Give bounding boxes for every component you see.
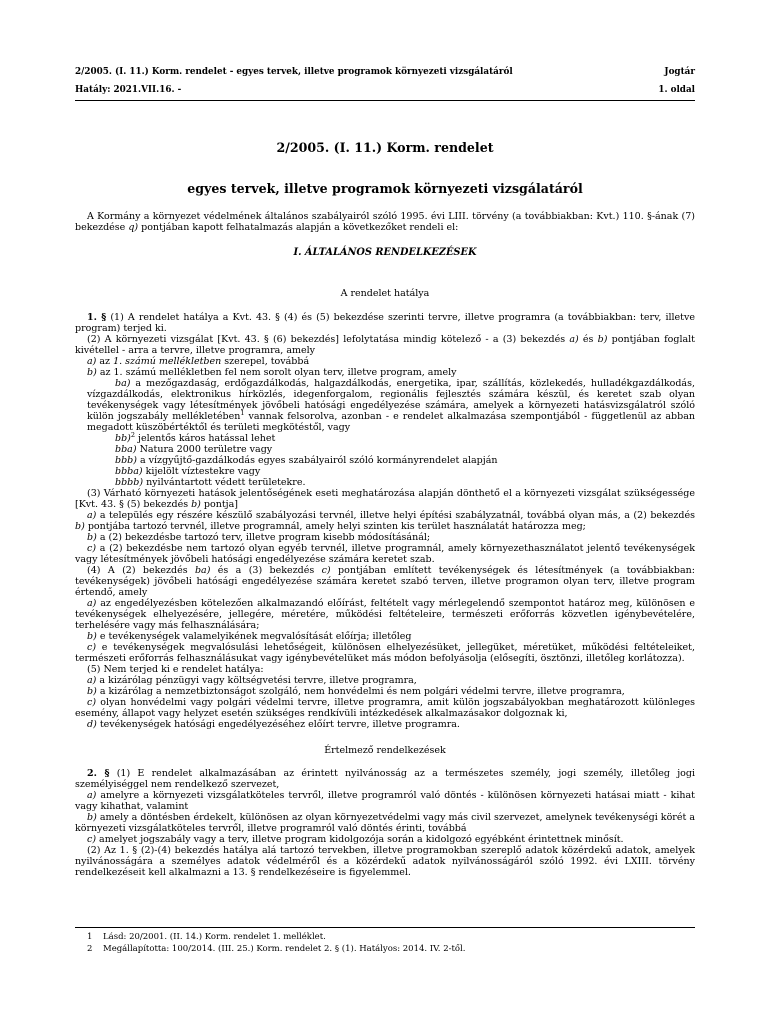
- subpoint: [87, 378, 695, 433]
- paragraph: [75, 812, 695, 834]
- subpoint: [87, 430, 695, 444]
- section-number: 2. §: [87, 768, 110, 779]
- text-run: (1) E rendelet alkalmazásában az érintett nyilvánosság az a természetes személy, jogi személy, illetőleg jogi személyiséggel nem rendelkező szervezet,: [75, 768, 695, 790]
- italic-reference: bba): [115, 443, 137, 455]
- text-run: I. ÁLTALÁNOS RENDELKEZÉSEK: [293, 247, 477, 258]
- text-run: e tevékenységek valamelyikének megvalósítását előírja; illetőleg: [96, 630, 412, 642]
- italic-reference: c): [87, 834, 97, 845]
- text-run: a kizárólag pénzügyi vagy költségvetési tervre, illetve programra,: [96, 674, 417, 686]
- text-run: amely a döntésben érdekelt, különösen az olyan környezetvédelmi vagy más civil szervezet, amelynek tevékenységi körét a környezeti vizsgálatköteles tervről, illetve programról való döntés érinti, továbbá: [75, 812, 695, 834]
- italic-reference: a): [87, 674, 97, 686]
- text-run: vannak felsorolva, azonban - e rendelet alkalmazása szempontjából - függetlenül az abban megadott küszöbértéktől és területi megkötéstől, vagy: [87, 410, 695, 433]
- footnote-text: Megállapította: 100/2014. (III. 25.) Korm. rendelet 2. § (1). Hatályos: 2014. IV. 2-től.: [103, 944, 466, 954]
- paragraph: [75, 697, 695, 719]
- text-run: pontja]: [200, 498, 238, 510]
- paragraph: [75, 598, 695, 631]
- header-row-bottom: [75, 84, 695, 96]
- paragraph: [75, 686, 695, 697]
- text-run: pontjában kapott felhatalmazás alapján a következőket rendeli el:: [138, 222, 459, 233]
- text-run: amelyre a környezeti vizsgálatköteles tervről, illetve programról való döntés - különösen környezeti hatásai miatt - kihat vagy kihathat, valamint: [75, 790, 695, 812]
- italic-reference: a): [87, 355, 97, 367]
- header-publisher: Jogtár: [664, 67, 695, 77]
- footnote-reference: 2: [130, 430, 136, 439]
- text-run: az engedélyezésben kötelezően alkalmazandó előírást, feltételt vagy mérlegelendő szempontot határoz meg, különösen e tevékenységek elhelyezésére, jellegére, méretére, működési feltételeire, természeti erőforrás közvetlen igénybevételére, terhelésére vagy más felhasználására;: [75, 597, 695, 631]
- text-run: és a (3) bekezdés: [210, 564, 322, 576]
- paragraph: [75, 845, 695, 878]
- italic-reference: bb): [115, 432, 131, 444]
- footnote-text: Lásd: 20/2001. (II. 14.) Korm. rendelet 1. melléklet.: [103, 932, 326, 942]
- text-run: pontjában említett tevékenységek és létesítmények (a továbbiakban: tevékenységek) jövőbeli hatósági engedélyezése számára keretet szabó terven, illetve programon olyan terv, illetve program értendő, amely: [75, 564, 695, 598]
- document-subtitle: egyes tervek, illetve programok környezeti vizsgálatáról: [187, 181, 583, 196]
- italic-reference: bbbb): [115, 476, 144, 488]
- section-number: 1. §: [87, 311, 107, 323]
- text-run: (5) Nem terjed ki e rendelet hatálya:: [87, 663, 264, 675]
- text-run: a (2) bekezdésbe nem tartozó olyan egyéb tervnél, illetve programnál, amely környezethasználatot jelentő tevékenységek vagy létesítmények jövőbeli hatósági engedélyezése számára keretet szab.: [75, 542, 695, 565]
- paragraph: [75, 790, 695, 812]
- italic-reference: ba): [115, 377, 131, 389]
- header-document-reference: 2/2005. (I. 11.) Korm. rendelet - egyes tervek, illetve programok környezeti vizsgálatáról: [75, 67, 513, 77]
- text-run: nyilvántartott védett területekre.: [143, 476, 306, 488]
- text-run: e tevékenységek megvalósulási lehetőségeit, különösen elhelyezésüket, jellegüket, méretüket, működési feltételeiket, természeti erőforrás felhasználásukat vagy igénybevételüket más módon befolyásolja (elősegíti, ösztönzi, illetőleg korlátozza).: [75, 641, 695, 664]
- text-run: A Kormány a környezet védelmének általános szabályairól szóló 1995. évi LIII. törvény (a továbbiakban: Kvt.) 110. §-ának (7) bekezdése: [75, 211, 695, 233]
- footnote-divider: [75, 927, 695, 928]
- italic-reference: d): [87, 718, 97, 730]
- italic-reference: a): [87, 509, 97, 521]
- text-run: jelentős káros hatással lehet: [135, 432, 276, 444]
- part-title: [75, 247, 695, 259]
- text-run: Értelmező rendelkezések: [324, 744, 446, 756]
- header-divider: [75, 100, 695, 101]
- paragraph: [75, 675, 695, 686]
- text-run: a kizárólag a nemzetbiztonságot szolgáló, nem honvédelmi és nem polgári védelmi tervre, illetve programra,: [96, 685, 625, 697]
- text-run: amelyet jogszabály vagy a terv, illetve program kidolgozója során a kidolgozó egyébként érintettnek minősít.: [96, 834, 624, 845]
- text-run: (4) A (2) bekezdés: [87, 564, 195, 576]
- paragraph: [75, 642, 695, 664]
- italic-reference: 1. számú mellékletben: [113, 355, 222, 367]
- page-header: [75, 66, 695, 96]
- text-run: tevékenységek hatósági engedélyezéséhez előírt tervre, illetve programra.: [96, 718, 460, 730]
- italic-reference: b): [87, 685, 97, 697]
- italic-reference: b): [87, 366, 97, 378]
- footnote: [75, 931, 695, 943]
- footnotes: [75, 931, 695, 955]
- italic-reference: b): [597, 333, 608, 345]
- text-run: a mezőgazdaság, erdőgazdálkodás, halgazdálkodás, energetika, ipar, szállítás, közlekedés, hulladékgazdálkodás, vízgazdálkodás, elektronikus hírközlés, idegenforgalom, regionális fejlesztés számára készül, és keretet szab olyan tevékenységek vagy létesítmények jövőbeli hatósági engedélyezése számára, amelyek a környezeti hatásvizsgálatról szóló külön jogszabály mellékletében: [87, 377, 695, 422]
- header-validity: Hatály: 2021.VII.16. -: [75, 85, 182, 95]
- document-title: 2/2005. (I. 11.) Korm. rendelet: [276, 140, 494, 155]
- paragraph: [75, 488, 695, 510]
- header-page-number: 1. oldal: [658, 85, 695, 95]
- italic-reference: b): [87, 812, 97, 823]
- text-run: olyan honvédelmi vagy polgári védelmi tervre, illetve programra, amit külön jogszabályokban meghatározott különleges esemény, állapot vagy helyzet esetén szükséges rendkívüli intézkedések alkalmazásakor dolgoznak ki,: [75, 696, 695, 719]
- subpoint: [87, 477, 695, 488]
- text-run: A rendelet hatálya: [340, 288, 430, 299]
- italic-reference: c): [87, 542, 97, 554]
- document-body: [75, 211, 695, 878]
- text-run: pontjába tartozó tervnél, illetve programnál, amely helyi szinten kis terület használatát határozza meg;: [84, 520, 586, 532]
- paragraph: [75, 768, 695, 790]
- italic-reference: b): [75, 520, 85, 532]
- paragraph: [75, 211, 695, 233]
- paragraph: [75, 565, 695, 598]
- paragraph: [75, 664, 695, 675]
- paragraph: [75, 334, 695, 356]
- italic-reference: a): [569, 333, 579, 345]
- paragraph: [75, 834, 695, 845]
- text-run: pontjában foglalt kivétellel - arra a tervre, illetve programra, amely: [75, 333, 695, 356]
- footnote-number: 2: [87, 944, 93, 954]
- text-run: a vízgyűjtő-gazdálkodás egyes szabályairól szóló kormányrendelet alapján: [136, 454, 498, 466]
- paragraph: [75, 719, 695, 730]
- footnote-number: 1: [87, 932, 93, 942]
- italic-reference: c): [87, 641, 97, 653]
- section-title: [75, 288, 695, 299]
- paragraph: [75, 312, 695, 334]
- paragraph: [75, 367, 695, 378]
- italic-reference: b): [191, 498, 201, 510]
- text-run: (1) A rendelet hatálya a Kvt. 43. § (4) és (5) bekezdése szerinti tervre, illetve programra (a továbbiakban: terv, illetve program) terjed ki.: [75, 311, 695, 334]
- text-run: (2) A környezeti vizsgálat [Kvt. 43. § (6) bekezdés] lefolytatása mindig kötelező - a (3) bekezdés: [87, 333, 570, 345]
- italic-reference: q): [128, 222, 139, 233]
- text-run: a település egy részére készülő szabályozási tervnél, illetve helyi építési szabályzatnál, továbbá olyan más, a (2) bekezdés: [96, 509, 695, 521]
- paragraph: [75, 532, 695, 543]
- text-run: Natura 2000 területre vagy: [136, 443, 273, 455]
- italic-reference: a): [87, 597, 97, 609]
- italic-reference: bbba): [115, 465, 143, 477]
- italic-reference: bbb): [115, 454, 137, 466]
- paragraph: [75, 510, 695, 532]
- text-run: és: [578, 333, 598, 345]
- text-run: (2) Az 1. § (2)-(4) bekezdés hatálya alá tartozó tervekben, illetve programokban szereplő adatok közérdekű adatok, amelyek nyilvánosságára a személyes adatok védelméről és a közérdekű adatok nyilvánosságáról szóló 1992. évi LXIII. törvény rendelkezéseit kell alkalmazni a 13. § rendelkezéseire is figyelemmel.: [75, 845, 695, 878]
- text-run: a (2) bekezdésbe tartozó terv, illetve program kisebb módosításánál;: [96, 531, 431, 543]
- paragraph: [75, 631, 695, 642]
- italic-reference: a): [87, 790, 97, 801]
- subpoint: [87, 466, 695, 477]
- text-run: (3) Várható környezeti hatások jelentőségének eseti meghatározása alapján dönthető el a környezeti vizsgálat szükségessége [Kvt. 43. § (5) bekezdés: [75, 487, 695, 510]
- text-run: az 1. számú mellékletben fel nem sorolt olyan terv, illetve program, amely: [96, 366, 457, 378]
- italic-reference: ba): [194, 564, 211, 576]
- text-run: kijelölt víztestekre vagy: [142, 465, 261, 477]
- italic-reference: c): [87, 696, 97, 708]
- italic-reference: b): [87, 630, 97, 642]
- text-run: az: [96, 355, 114, 367]
- footnote: [75, 943, 695, 955]
- subpoint: [87, 455, 695, 466]
- italic-reference: c): [321, 564, 331, 576]
- subpoint: [87, 444, 695, 455]
- paragraph: [75, 356, 695, 367]
- header-row-top: [75, 66, 695, 78]
- text-run: szerepel, továbbá: [221, 355, 310, 367]
- italic-reference: b): [87, 531, 97, 543]
- paragraph: [75, 543, 695, 565]
- section-title: [75, 745, 695, 756]
- footnote-reference: 1: [240, 408, 245, 417]
